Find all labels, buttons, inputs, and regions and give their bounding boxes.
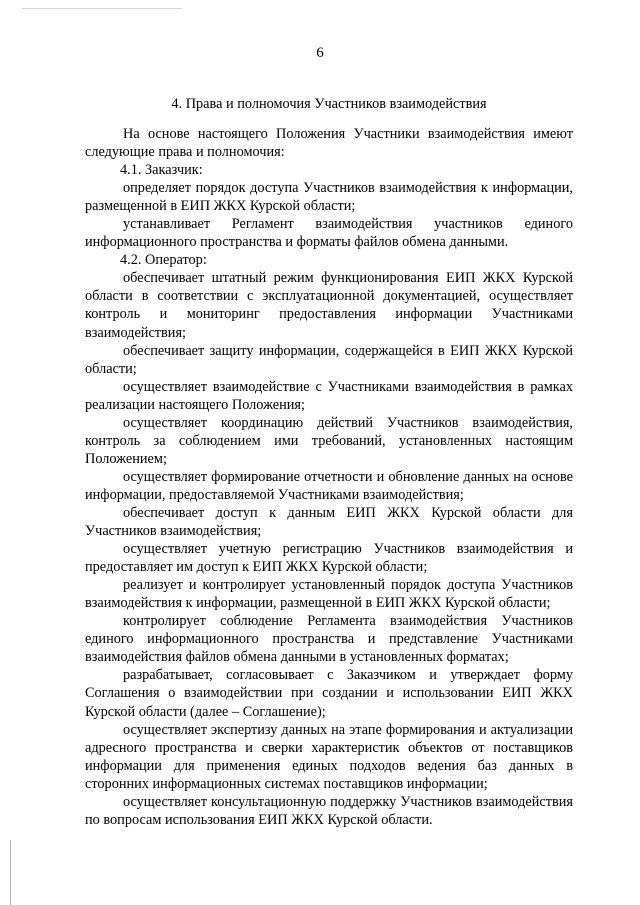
operator-duty-paragraph: обеспечивает защиту информации, содержащейся в ЕИП ЖКХ Курской области; [85,342,573,377]
section-title: 4. Права и полномочия Участников взаимодействия [171,96,487,112]
operator-duty-paragraph: обеспечивает доступ к данным ЕИП ЖКХ Курской области для Участников взаимодействия; [85,504,573,540]
clause-4-2-heading: 4.2. Оператор: [120,252,207,269]
page-number: 6 [316,45,324,61]
scan-artifact-edge [10,840,11,905]
operator-duty-paragraph: разрабатывает, согласовывает с Заказчиком и утверждает форму Соглашения о взаимодействии при создании и использовании ЕИП ЖКХ Курской области (далее – Соглашение); [85,667,573,720]
operator-duty-paragraph: осуществляет консультационную поддержку Участников взаимодействия по вопросам использования ЕИП ЖКХ Курской области. [85,793,573,828]
operator-duty-paragraph: осуществляет экспертизу данных на этапе формирования и актуализации адресного пространства и сверки характеристик объектов от поставщиков информации для применения единых подходов ведения баз данных в сторонних информационных системах поставщиков информации; [85,721,573,792]
document-body [85,125,573,829]
operator-duty-paragraph: осуществляет взаимодействие с Участниками взаимодействия в рамках реализации настоящего Положения; [85,378,573,413]
intro-paragraph: На основе настоящего Положения Участники взаимодействия имеют следующие права и полномочия: [85,126,573,161]
operator-duty-paragraph: обеспечивает штатный режим функционирования ЕИП ЖКХ Курской области в соответствии с эксплуатационной документацией, осуществляет контроль и мониторинг предоставления информации Участниками взаимодействия; [85,270,573,341]
customer-right-paragraph: устанавливает Регламент взаимодействия участников единого информационного пространства и форматы файлов обмена данными. [85,216,573,251]
scan-artifact-top [22,8,182,9]
operator-duty-paragraph: осуществляет учетную регистрацию Участников взаимодействия и предоставляет им доступ к ЕИП ЖКХ Курской области; [85,541,573,576]
operator-duty-paragraph: контролирует соблюдение Регламента взаимодействия Участников единого информационного пространства и представление Участниками взаимодействия файлов обмена данными в установленных форматах; [85,613,573,666]
customer-right-paragraph: определяет порядок доступа Участников взаимодействия к информации, размещенной в ЕИП ЖКХ Курской области; [85,180,573,215]
operator-duty-paragraph: осуществляет координацию действий Участников взаимодействия, контроль за соблюдением ими требований, установленных настоящим Положением; [85,414,573,467]
operator-duty-paragraph: реализует и контролирует установленный порядок доступа Участников взаимодействия к информации, размещенной в ЕИП ЖКХ Курской области; [85,577,573,612]
clause-4-1-heading: 4.1. Заказчик: [120,162,203,179]
operator-duty-paragraph: осуществляет формирование отчетности и обновление данных на основе информации, предоставляемой Участниками взаимодействия; [85,468,573,503]
